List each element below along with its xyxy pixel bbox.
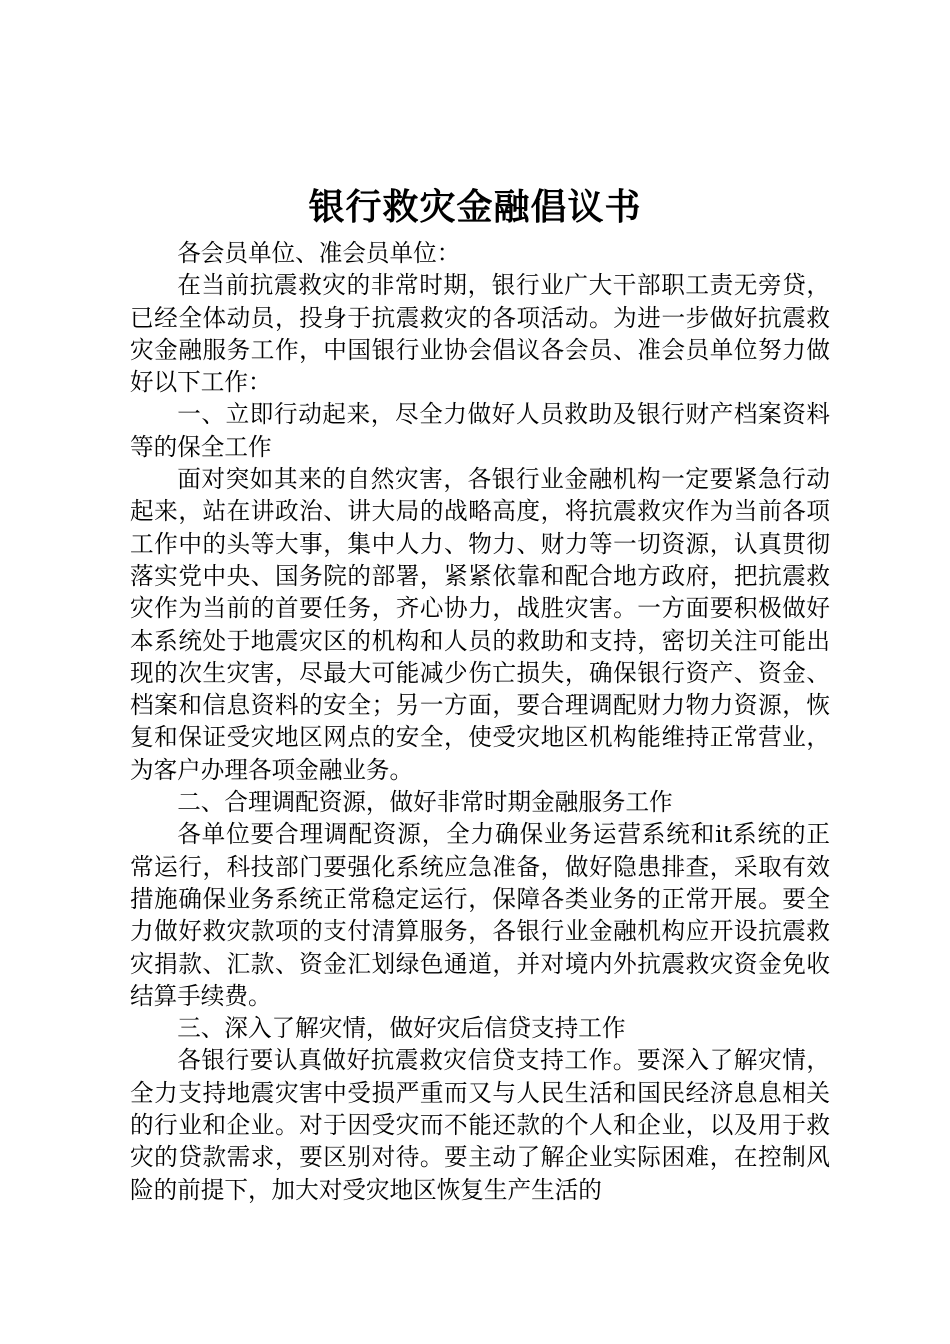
paragraph-section-2: 各单位要合理调配资源，全力确保业务运营系统和it系统的正常运行，科技部门要强化系统应急准备，做好隐患排查，采取有效措施确保业务系统正常稳定运行，保障各类业务的正常开展。要全力做好救灾款项的支付清算服务，各银行业金融机构应开设抗震救灾捐款、汇款、资金汇划绿色通道，并对境内外抗震救灾资金免收结算手续费。 [130,820,830,1010]
section-heading-2: 二、合理调配资源，做好非常时期金融服务工作 [177,788,673,817]
section-heading-1: 一、立即行动起来，尽全力做好人员救助及银行财产档案资料等的保全工作 [130,400,830,461]
paragraph-intro: 在当前抗震救灾的非常时期，银行业广大干部职工责无旁贷，已经全体动员，投身于抗震救灾的各项活动。为进一步做好抗震救灾金融服务工作，中国银行业协会倡议各会员、准会员单位努力做好以下工作： [130,271,830,397]
document-body [130,237,830,1206]
salutation: 各会员单位、准会员单位： [177,239,461,267]
paragraph-section-3: 各银行要认真做好抗震救灾信贷支持工作。要深入了解灾情，全力支持地震灾害中受损严重而又与人民生活和国民经济息息相关的行业和企业。对于因受灾而不能还款的个人和企业，以及用于救灾的贷款需求，要区别对待。要主动了解企业实际困难，在控制风险的前提下，加大对受灾地区恢复生产生活的 [130,1046,830,1204]
document-title: 银行救灾金融倡议书 [308,186,642,228]
paragraph-section-1: 面对突如其来的自然灾害，各银行业金融机构一定要紧急行动起来，站在讲政治、讲大局的战略高度，将抗震救灾作为当前各项工作中的头等大事，集中人力、物力、财力等一切资源，认真贯彻落实党中央、国务院的部署，紧紧依靠和配合地方政府，把抗震救灾作为当前的首要任务，齐心协力，战胜灾害。一方面要积极做好本系统处于地震灾区的机构和人员的救助和支持，密切关注可能出现的次生灾害，尽最大可能减少伤亡损失，确保银行资产、资金、档案和信息资料的安全；另一方面，要合理调配财力物力资源，恢复和保证受灾地区网点的安全，使受灾地区机构能维持正常营业，为客户办理各项金融业务。 [130,465,830,784]
section-heading-3: 三、深入了解灾情，做好灾后信贷支持工作 [177,1014,626,1043]
